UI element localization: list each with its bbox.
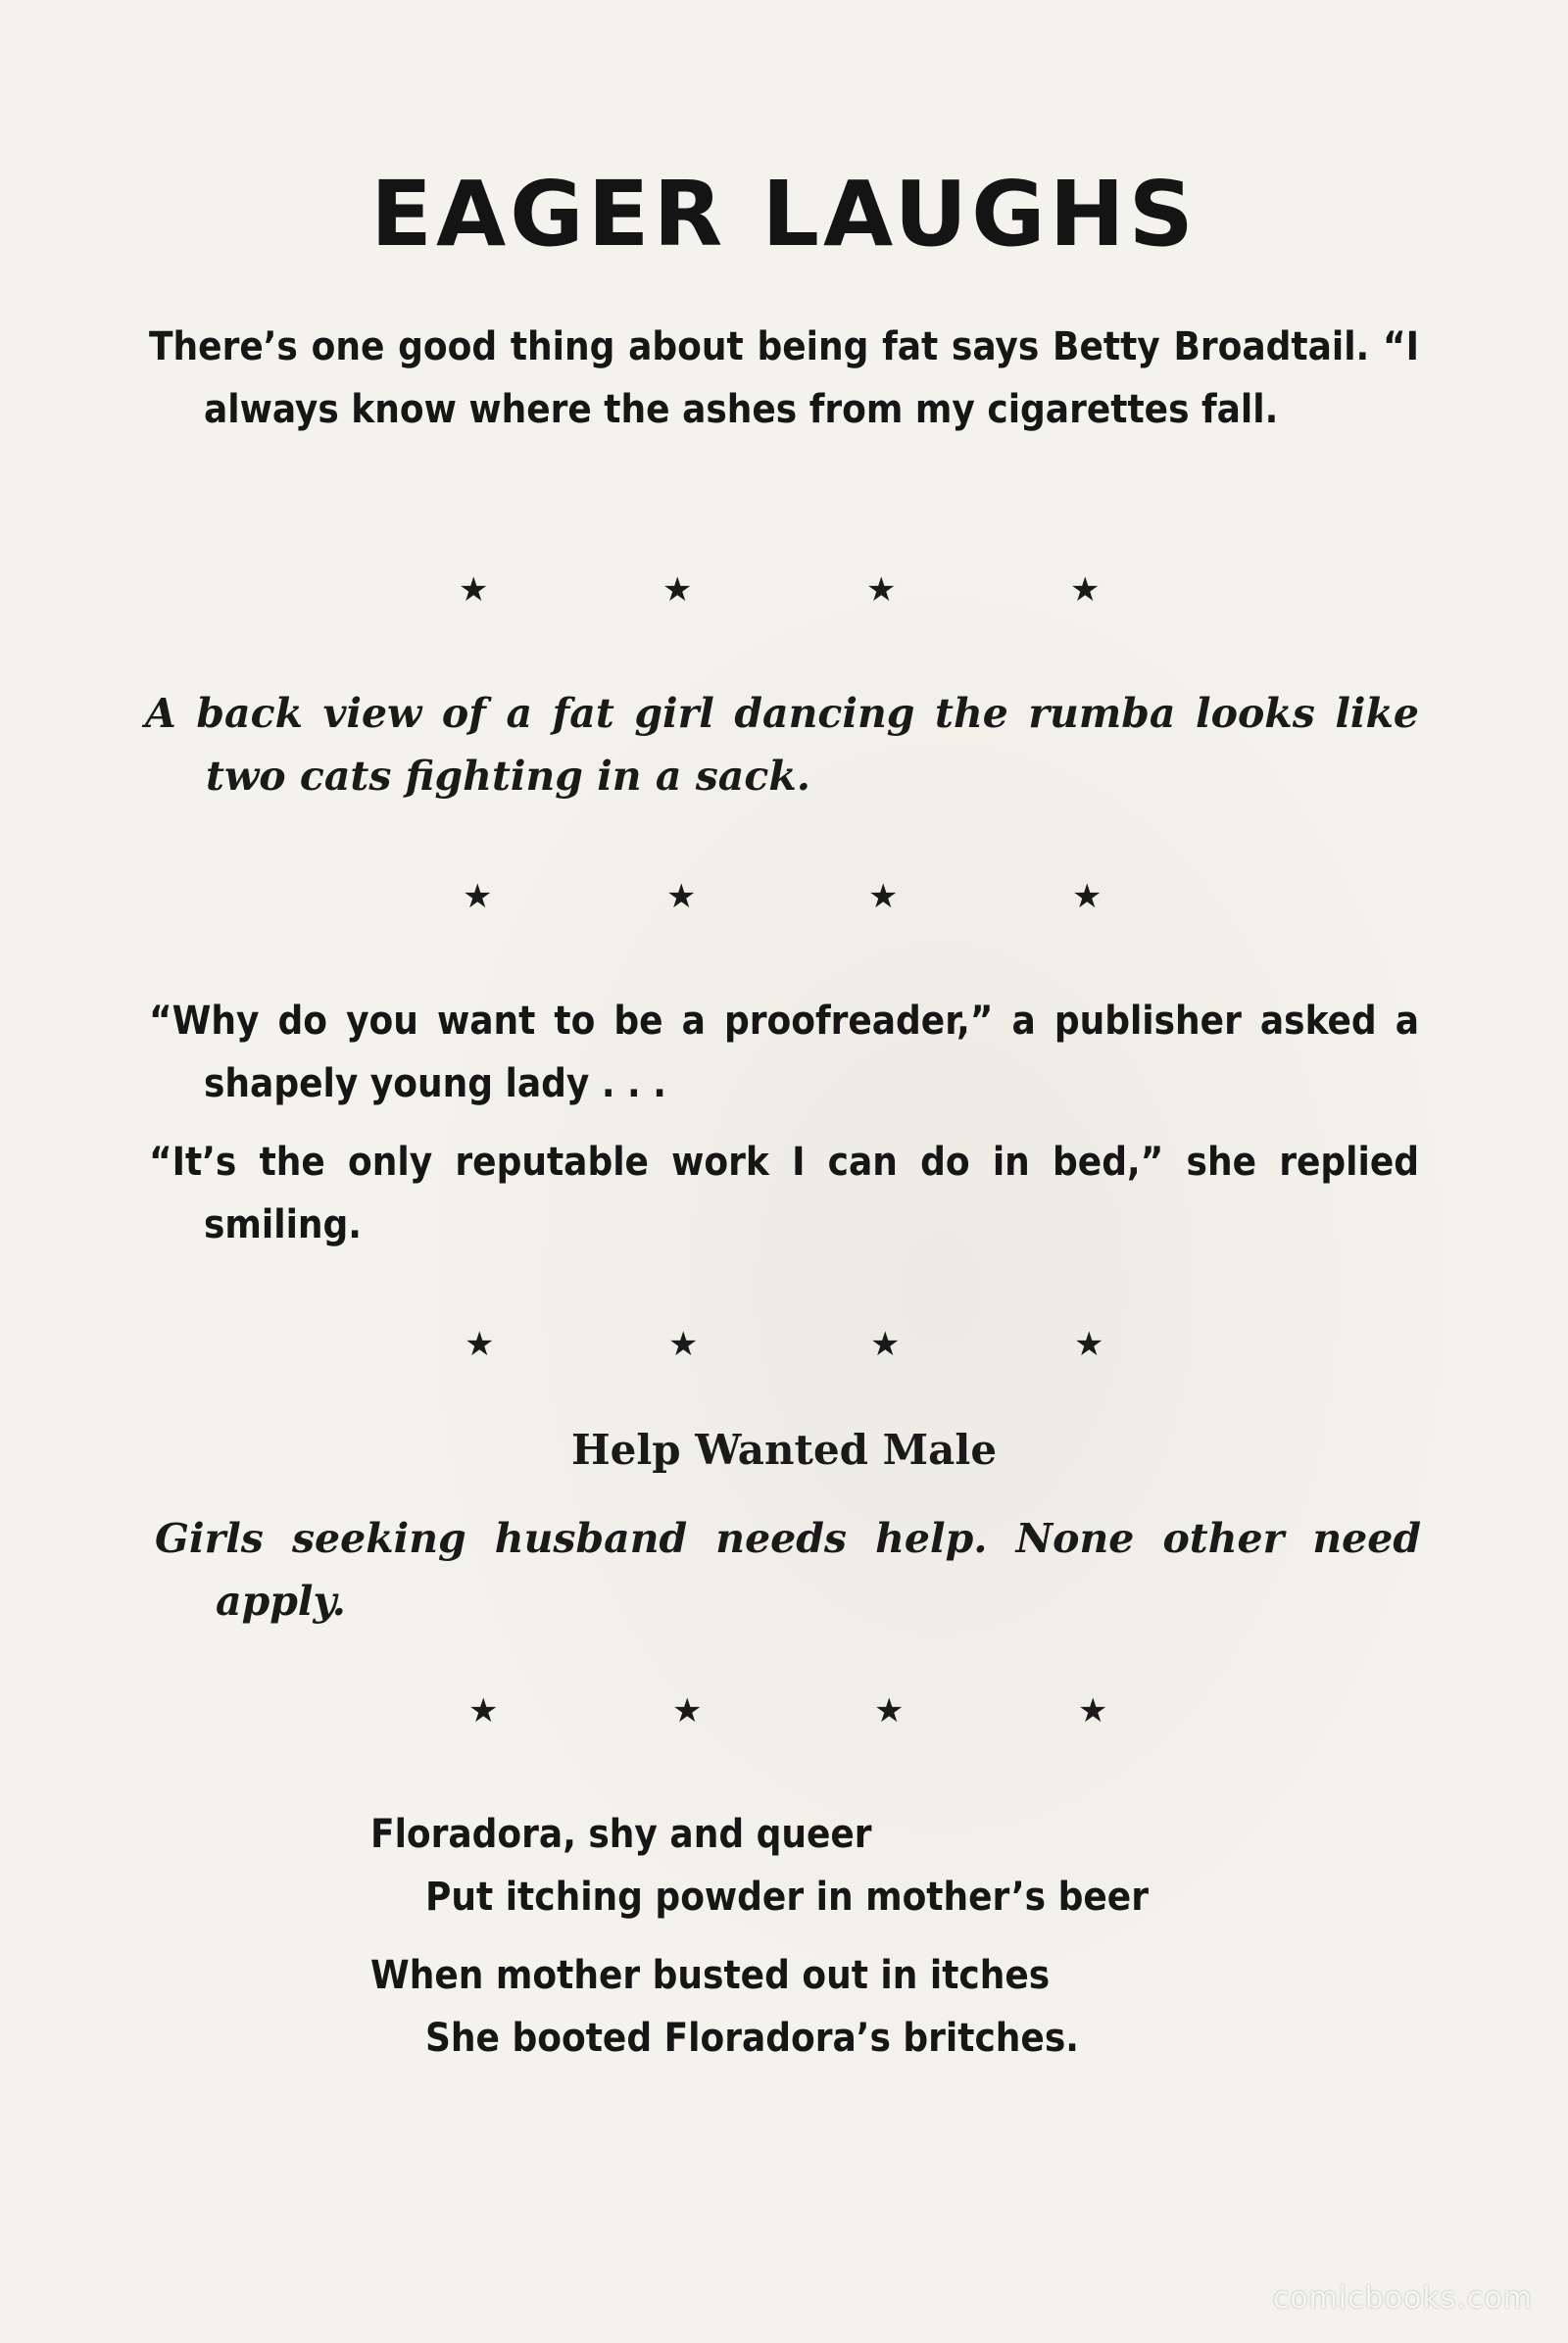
star-icon: ★	[672, 1691, 703, 1731]
star-separator-1	[0, 570, 1568, 610]
star-icon: ★	[870, 1325, 901, 1364]
star-icon: ★	[459, 570, 489, 610]
joke-betty-broadtail: There’s one good thing about being fat says Betty Broadtail. “I always know where the ashes from my cigarettes fall.	[149, 324, 1419, 432]
ad-heading: Help Wanted Male	[570, 1426, 998, 1474]
star-icon: ★	[1078, 1691, 1108, 1731]
star-separator-3	[0, 1325, 1568, 1364]
star-icon: ★	[1070, 570, 1101, 610]
joke-proofreader-answer: “It’s the only reputable work I can do in bed,” she replied smiling.	[149, 1140, 1419, 1247]
star-icon: ★	[468, 1691, 499, 1731]
star-icon: ★	[866, 570, 897, 610]
star-separator-2	[0, 877, 1568, 916]
star-icon: ★	[874, 1691, 905, 1731]
poem-line: She booted Floradora’s britches.	[425, 2016, 1079, 2061]
poem-line: When mother busted out in itches	[370, 1953, 1051, 1998]
poem-line: Floradora, shy and queer	[370, 1812, 872, 1857]
star-icon: ★	[1074, 1325, 1104, 1364]
joke-proofreader-question: “Why do you want to be a proofreader,” a publisher asked a shapely young lady . . .	[149, 999, 1419, 1106]
star-icon: ★	[662, 570, 693, 610]
star-icon: ★	[465, 1325, 495, 1364]
ad-text: Girls seeking husband needs help. None other need apply.	[155, 1515, 1421, 1625]
star-icon: ★	[666, 877, 697, 916]
page-title: EAGER LAUGHS	[370, 162, 1198, 267]
poem-line: Put itching powder in mother’s beer	[425, 1875, 1149, 1920]
poem-floradora	[370, 1803, 1252, 2070]
joke-rumba: A back view of a fat girl dancing the rumba looks like two cats fighting in a sack.	[145, 690, 1419, 800]
star-icon: ★	[668, 1325, 699, 1364]
star-separator-4	[0, 1691, 1568, 1731]
star-icon: ★	[868, 877, 899, 916]
watermark: comicbooks.com	[1272, 2281, 1533, 2316]
star-icon: ★	[1072, 877, 1102, 916]
star-icon: ★	[463, 877, 493, 916]
